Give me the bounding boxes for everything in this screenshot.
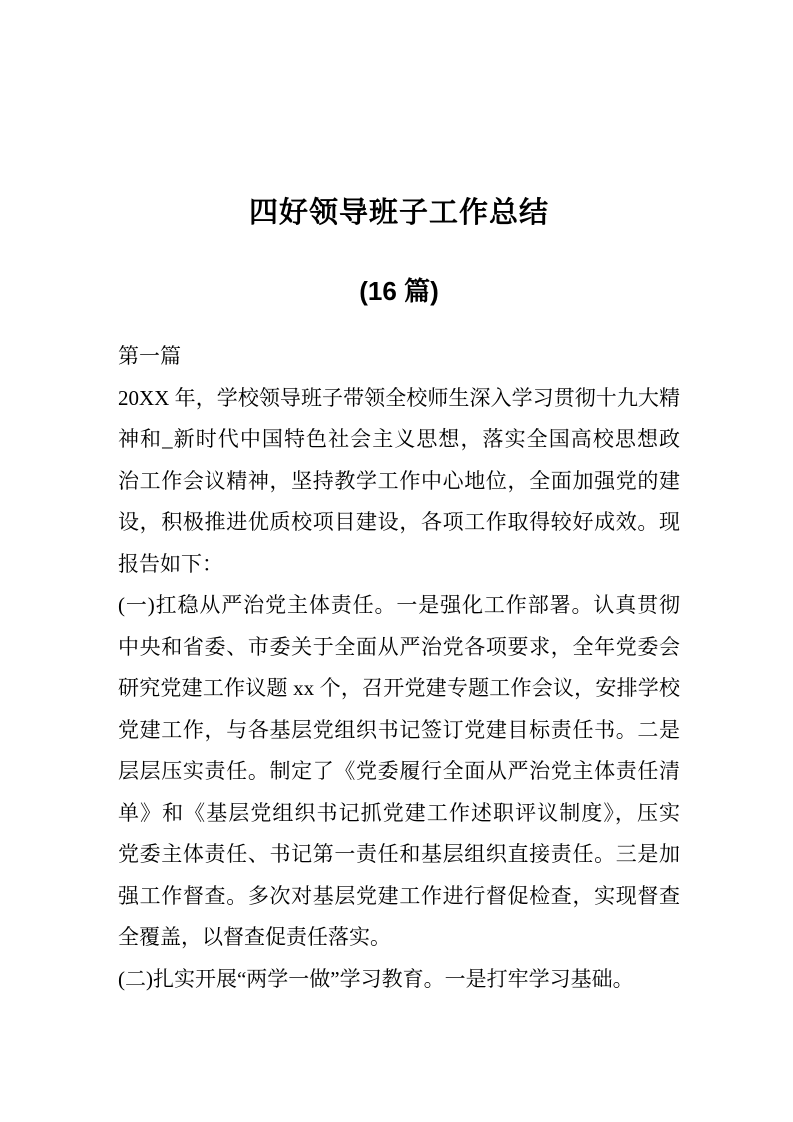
- text-line: 研究党建工作议题 xx 个，召开党建专题工作会议，安排学校: [118, 676, 680, 700]
- paragraph: [118, 959, 680, 1001]
- text-line: 报告如下：: [118, 551, 223, 576]
- text-line: 单》和《基层党组织书记抓党建工作述职评议制度》，压实: [118, 800, 680, 825]
- text-line: 设，积极推进优质校项目建设，各项工作取得较好成效。现: [118, 510, 680, 534]
- text-line: 层层压实责任。制定了《党委履行全面从严治党主体责任清: [118, 759, 680, 783]
- document-subtitle: (16 篇): [359, 276, 439, 306]
- text-line: 神和_新时代中国特色社会主义思想，落实全国高校思想政: [118, 427, 680, 451]
- text-line: 强工作督查。多次对基层党建工作进行督促检查，实现督查: [118, 883, 680, 908]
- paragraph: [118, 585, 680, 959]
- text-line: 全覆盖，以督查促责任落实。: [118, 925, 391, 949]
- text-line: (二)扎实开展“两学一做”学习教育。一是打牢学习基础。: [118, 966, 634, 991]
- document-body: [118, 336, 680, 1000]
- text-line: 第一篇: [118, 344, 181, 368]
- text-line: 中央和省委、市委关于全面从严治党各项要求，全年党委会: [118, 634, 680, 659]
- section-heading: [118, 336, 680, 378]
- text-line: (一)扛稳从严治党主体责任。一是强化工作部署。认真贯彻: [118, 593, 680, 617]
- text-line: 20XX 年，学校领导班子带领全校师生深入学习贯彻十九大精: [118, 385, 680, 410]
- paragraph: [118, 378, 680, 586]
- text-line: 治工作会议精神，坚持教学工作中心地位，全面加强党的建: [118, 468, 680, 493]
- document-title: 四好领导班子工作总结: [248, 197, 549, 229]
- text-line: 党委主体责任、书记第一责任和基层组织直接责任。三是加: [118, 842, 680, 866]
- text-line: 党建工作，与各基层党组织书记签订党建目标责任书。二是: [118, 717, 680, 742]
